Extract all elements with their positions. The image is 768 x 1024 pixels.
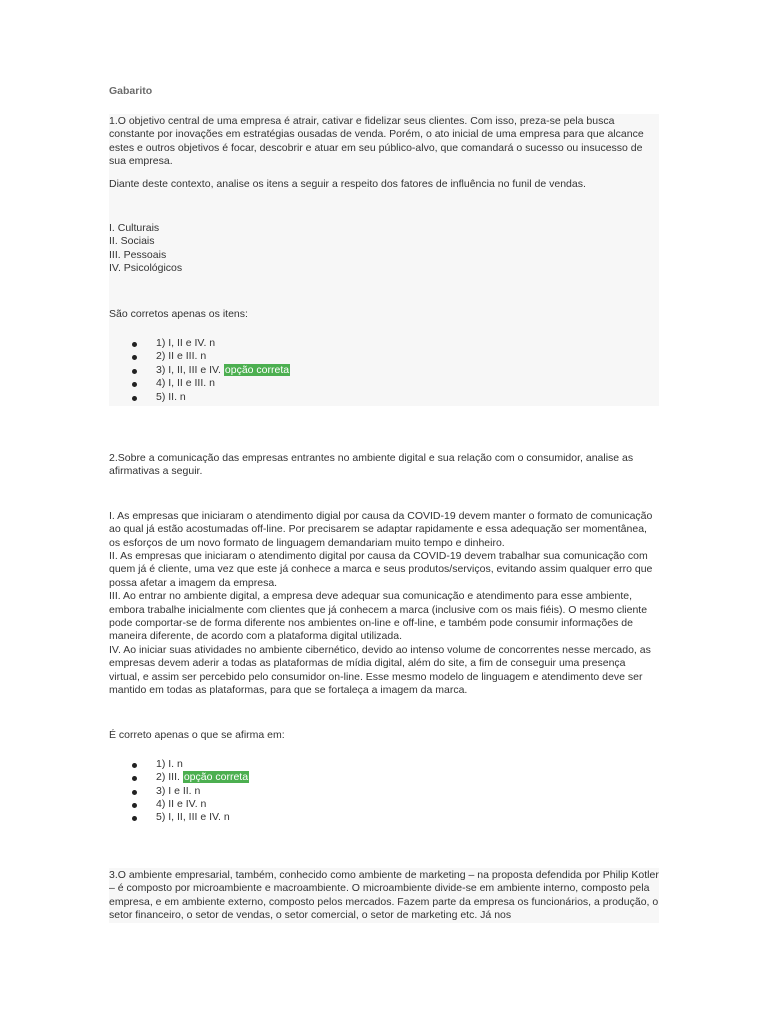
question-1-item: IV. Psicológicos	[109, 262, 183, 275]
option-text: 5) I, II, III e IV. n	[156, 811, 230, 824]
bullet-icon	[132, 816, 137, 821]
option-text: 5) II. n	[156, 390, 186, 403]
question-1-block	[109, 114, 659, 406]
question-1-options	[109, 337, 659, 404]
option-item	[109, 377, 659, 390]
question-1-prompt: São corretos apenas os itens:	[109, 307, 248, 320]
option-item	[109, 798, 659, 811]
document-page	[109, 85, 659, 923]
option-text: 3) I, II, III e IV.	[156, 363, 224, 376]
question-2-statements	[109, 510, 659, 698]
question-2-statement: IV. Ao iniciar suas atividades no ambiente cibernético, devido ao intenso volume de concorrentes nesse mercado, as empresas devem aderir a todas as plataformas de mídia digital, além do site, a fim de conseguir uma presença virtual, e assim ser percebido pelo consumidor on-line. Esse mesmo modelo de linguagem e atendimento deve ser mantido em todas as plataformas, para que se fortaleça a imagem da marca.	[109, 643, 651, 697]
bullet-icon	[132, 396, 137, 401]
bullet-icon	[132, 369, 137, 374]
question-2-block	[109, 452, 659, 825]
page-title: Gabarito	[109, 85, 153, 97]
correct-answer-badge: opção correta	[183, 771, 249, 784]
bullet-icon	[132, 382, 137, 387]
bullet-icon	[132, 355, 137, 360]
question-3-block	[109, 868, 659, 924]
bullet-icon	[132, 776, 137, 781]
option-item	[109, 785, 659, 798]
option-item	[109, 391, 659, 404]
option-item	[109, 771, 659, 784]
question-1-items	[109, 222, 659, 276]
option-text: 2) II e III. n	[156, 350, 207, 363]
question-1-item: III. Pessoais	[109, 248, 167, 261]
option-text: 4) I, II e III. n	[156, 377, 215, 390]
bullet-icon	[132, 763, 137, 768]
question-2-statement: I. As empresas que iniciaram o atendimento digial por causa da COVID-19 devem manter o formato de comunicação ao qual já estão acostumadas off-line. Por precisarem se adaptar rapidamente e essa adequação ser momentânea, os esforços de um novo formato de linguagem demandariam muito tempo e dinheiro.	[109, 509, 653, 549]
option-item	[109, 350, 659, 363]
question-2-intro: 2.Sobre a comunicação das empresas entrantes no ambiente digital e sua relação com o consumidor, analise as afirmativas a seguir.	[109, 452, 634, 478]
bullet-icon	[132, 342, 137, 347]
question-2-statement: III. Ao entrar no ambiente digital, a empresa deve adequar sua comunicação e atendimento para esse ambiente, embora trabalhe inicialmente com clientes que já conhecem a marca (inclusive com os mais fiéis). O mesmo cliente pode comportar-se de forma diferente nos ambientes on-line e off-line, e também pode consumir informações de maneira diferente, de acordo com a plataforma digital utilizada.	[109, 590, 648, 643]
option-text: 2) III.	[156, 771, 183, 784]
question-1-intro: 1.O objetivo central de uma empresa é atrair, cativar e fidelizar seus clientes. Com isso, preza-se pela busca constante por inovações em estratégias ousadas de venda. Porém, o ato inicial de uma empresa para que alcance estes e outros objetivos é focar, descobrir e atuar em seu público-alvo, que comandará o sucesso ou insucesso de sua empresa.	[109, 115, 644, 168]
bullet-icon	[132, 803, 137, 808]
option-item	[109, 364, 659, 377]
option-text: 3) I e II. n	[156, 784, 201, 797]
question-2-options	[109, 758, 659, 825]
option-item	[109, 337, 659, 350]
option-text: 1) I, II e IV. n	[156, 337, 216, 350]
option-text: 4) II e IV. n	[156, 798, 207, 811]
option-item	[109, 758, 659, 771]
question-1-context: Diante deste contexto, analise os itens a seguir a respeito dos fatores de influência no funil de vendas.	[109, 177, 586, 190]
question-2-statement: II. As empresas que iniciaram o atendimento digital por causa da COVID-19 devem trabalhar sua comunicação com quem já é cliente, uma vez que este já conhece a marca e seus produtos/serviços, evitando assim qualquer erro que possa afetar a imagem da empresa.	[109, 550, 653, 589]
correct-answer-badge: opção correta	[224, 363, 290, 376]
question-1-item: I. Culturais	[109, 222, 160, 235]
question-1-item: II. Sociais	[109, 235, 155, 248]
question-3-intro: 3.O ambiente empresarial, também, conhecido como ambiente de marketing – na proposta defendida por Philip Kotler – é composto por microambiente e macroambiente. O microambiente divide-se em ambiente interno, composto pela empresa, e em ambiente externo, composto pelos mercados. Fazem parte da empresa os funcionários, a produção, o setor financeiro, o setor de vendas, o setor comercial, o setor de marketing etc. Já nos	[109, 868, 659, 922]
option-text: 1) I. n	[156, 757, 183, 770]
question-2-prompt: É correto apenas o que se afirma em:	[109, 728, 285, 741]
option-item	[109, 811, 659, 824]
bullet-icon	[132, 790, 137, 795]
